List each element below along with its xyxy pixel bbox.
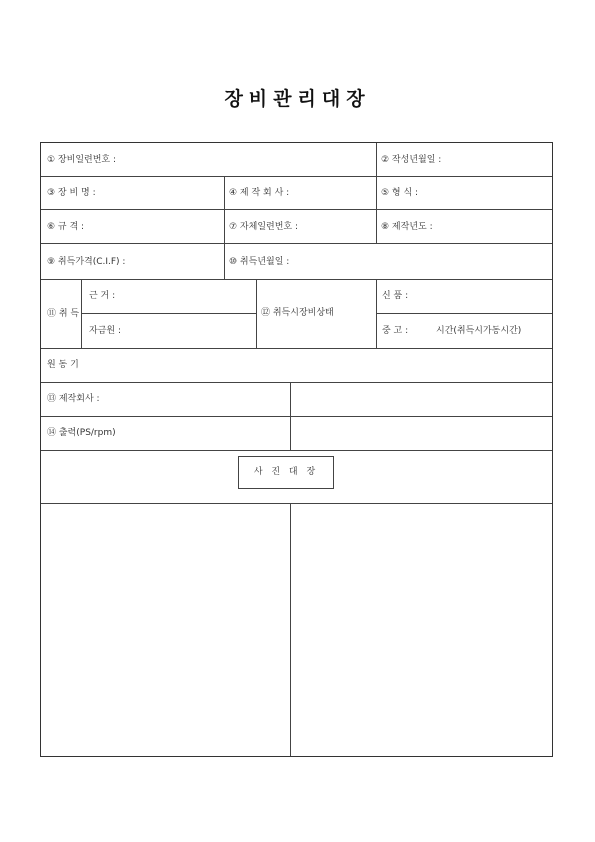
- row-divider: [41, 279, 552, 280]
- engine-maker-label: ⑬ 제작회사 :: [47, 394, 100, 404]
- row-divider: [41, 416, 552, 417]
- manufacturer-label: ④ 제 작 회 사 :: [229, 188, 290, 198]
- spec-label: ⑥ 규 격 :: [47, 222, 85, 232]
- row-divider: [41, 450, 552, 451]
- engine-section-label: 원 동 기: [47, 360, 79, 370]
- engine-output-label: ⑭ 출력(PS/rpm): [47, 428, 116, 438]
- equipment-name-label: ③ 장 비 명 :: [47, 188, 96, 198]
- manufacture-year-label: ⑧ 제작년도 :: [381, 222, 433, 232]
- acquisition-condition-label: ⑫ 취득시장비상태: [261, 308, 334, 318]
- used-label: 중 고 :: [382, 326, 409, 336]
- used-hours-note: 시간(취득시가동시간): [436, 326, 522, 336]
- column-divider: [81, 279, 82, 348]
- acquisition-price-label: ⑨ 취득가격(C.I.F) :: [47, 257, 126, 267]
- row-divider: [41, 382, 552, 383]
- acquisition-label: ⑪ 취 득: [47, 309, 80, 319]
- photo-section-title: 사 진 대 장: [238, 456, 334, 489]
- row-divider: [41, 209, 552, 210]
- column-divider: [224, 176, 225, 279]
- acquisition-basis-label: 근 거 :: [89, 291, 116, 301]
- column-divider: [290, 382, 291, 450]
- equipment-register-form: [40, 142, 553, 757]
- photo-area-right: [291, 504, 552, 756]
- row-divider: [41, 243, 552, 244]
- row-divider: [81, 313, 256, 314]
- serial-number-label: ① 장비일련번호 :: [47, 155, 116, 165]
- column-divider: [256, 279, 257, 348]
- column-divider: [376, 279, 377, 348]
- acquisition-date-label: ⑩ 취득년월일 :: [229, 257, 290, 267]
- model-type-label: ⑤ 형 식 :: [381, 188, 419, 198]
- row-divider: [376, 313, 552, 314]
- photo-area-left: [41, 504, 290, 756]
- row-divider: [41, 348, 552, 349]
- column-divider: [376, 143, 377, 243]
- funding-source-label: 자금원 :: [89, 326, 121, 336]
- created-date-label: ② 작성년월일 :: [381, 155, 442, 165]
- row-divider: [41, 176, 552, 177]
- new-label: 신 품 :: [382, 291, 409, 301]
- page-title: 장비관리대장: [224, 88, 371, 110]
- internal-serial-label: ⑦ 자체일련번호 :: [229, 222, 298, 232]
